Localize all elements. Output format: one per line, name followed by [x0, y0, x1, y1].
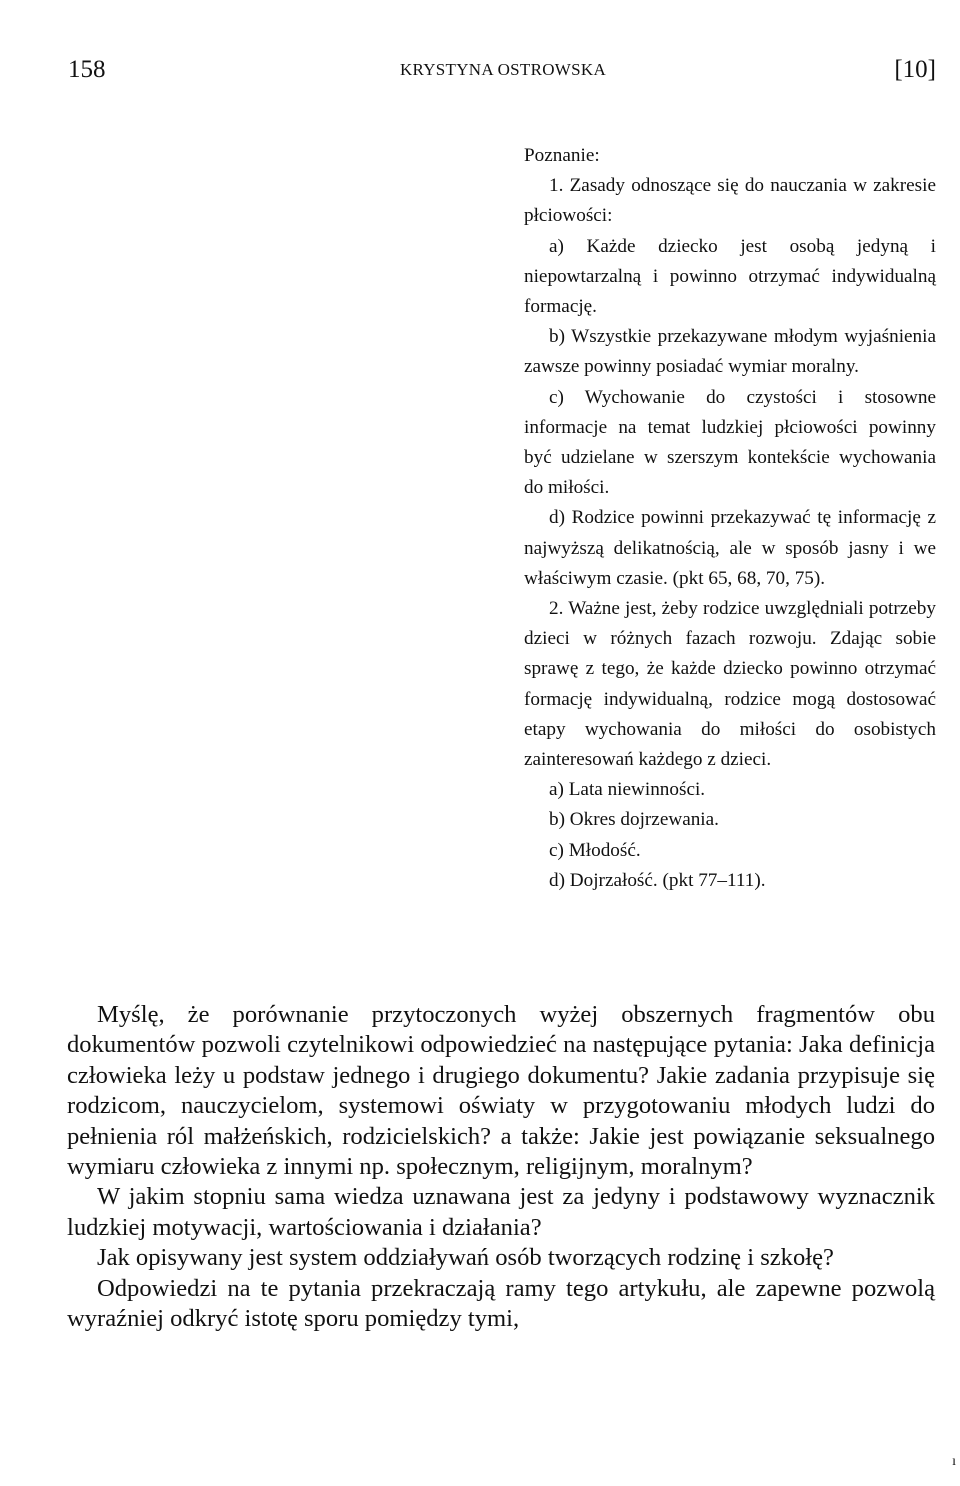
body-paragraph-1: Myślę, że porównanie przytoczonych wyżej obszernych fragmentów obu dokumentów pozwoli czytelnikowi odpowiedzieć na następujące pytania: Jaka definicja człowieka leży u podstaw jednego i drugiego dokumentu? Jakie zadania przypisuje się rodzicom, nauczycielom, systemowi oświaty w przygotowaniu młodych ludzi do pełnienia ról małżeńskich, rodzicielskich? a także: Jakie jest powiązanie seksualnego wymiaru człowieka z innymi np. społecznym, religijnym, moralnym? [67, 1001, 935, 1181]
excerpt-point-1b: b) Wszystkie przekazywane młodym wyjaśnienia zawsze powinny posiadać wymiar moralny. [524, 326, 936, 378]
stage-item-b: b) Okres dojrzewania. [549, 809, 719, 831]
excerpt-point-2: 2. Ważne jest, żeby rodzice uwzględniali potrzeby dzieci w różnych fazach rozwoju. Zdając sobie sprawę z tego, że każde dziecko powinno otrzymać formację indywidualną, rodzice mogą dostosować etapy wychowania do miłości do osobistych zainteresowań każdego z dzieci. [524, 598, 936, 771]
body-paragraph-3: Jak opisywany jest system oddziaływań osób tworzących rodzinę i szkołę? [97, 1244, 834, 1272]
body-paragraph-2: W jakim stopniu sama wiedza uznawana jest za jedyny i podstawowy wyznacznik ludzkiej motywacji, wartościowania i działania? [67, 1183, 935, 1241]
excerpt-point-1: 1. Zasady odnoszące się do nauczania w zakresie płciowości: [524, 175, 936, 227]
section-number: [10] [894, 56, 936, 83]
corner-mark: ı [952, 1454, 956, 1469]
stage-item-a: a) Lata niewinności. [549, 779, 706, 801]
running-title: KRYSTYNA OSTROWSKA [399, 60, 607, 79]
body-paragraph-4: Odpowiedzi na te pytania przekraczają ramy tego artykułu, ale zapewne pozwolą wyraźniej odkryć istotę sporu pomiędzy tymi, [67, 1274, 935, 1333]
excerpt-point-1d: d) Rodzice powinni przekazywać tę informację z najwyższą delikatnością, ale w sposób jasny i we właściwym czasie. (pkt 65, 68, 70, 75). [524, 507, 936, 589]
stage-item-c: c) Młodość. [549, 839, 641, 861]
page-number: 158 [68, 56, 106, 83]
quoted-excerpt [524, 141, 936, 896]
stage-item-d: d) Dojrzałość. (pkt 77–111). [549, 869, 766, 891]
excerpt-point-1a: a) Każde dziecko jest osobą jedyną i niepowtarzalną i powinno otrzymać indywidualną formację. [524, 235, 936, 318]
excerpt-point-1c: c) Wychowanie do czystości i stosowne informacje na temat ludzkiej płciowości powinny być udzielane w szerszym kontekście wychowania do miłości. [524, 386, 936, 499]
body-text [67, 1000, 935, 1334]
running-header [68, 56, 938, 92]
excerpt-heading: Poznanie: [524, 145, 600, 166]
